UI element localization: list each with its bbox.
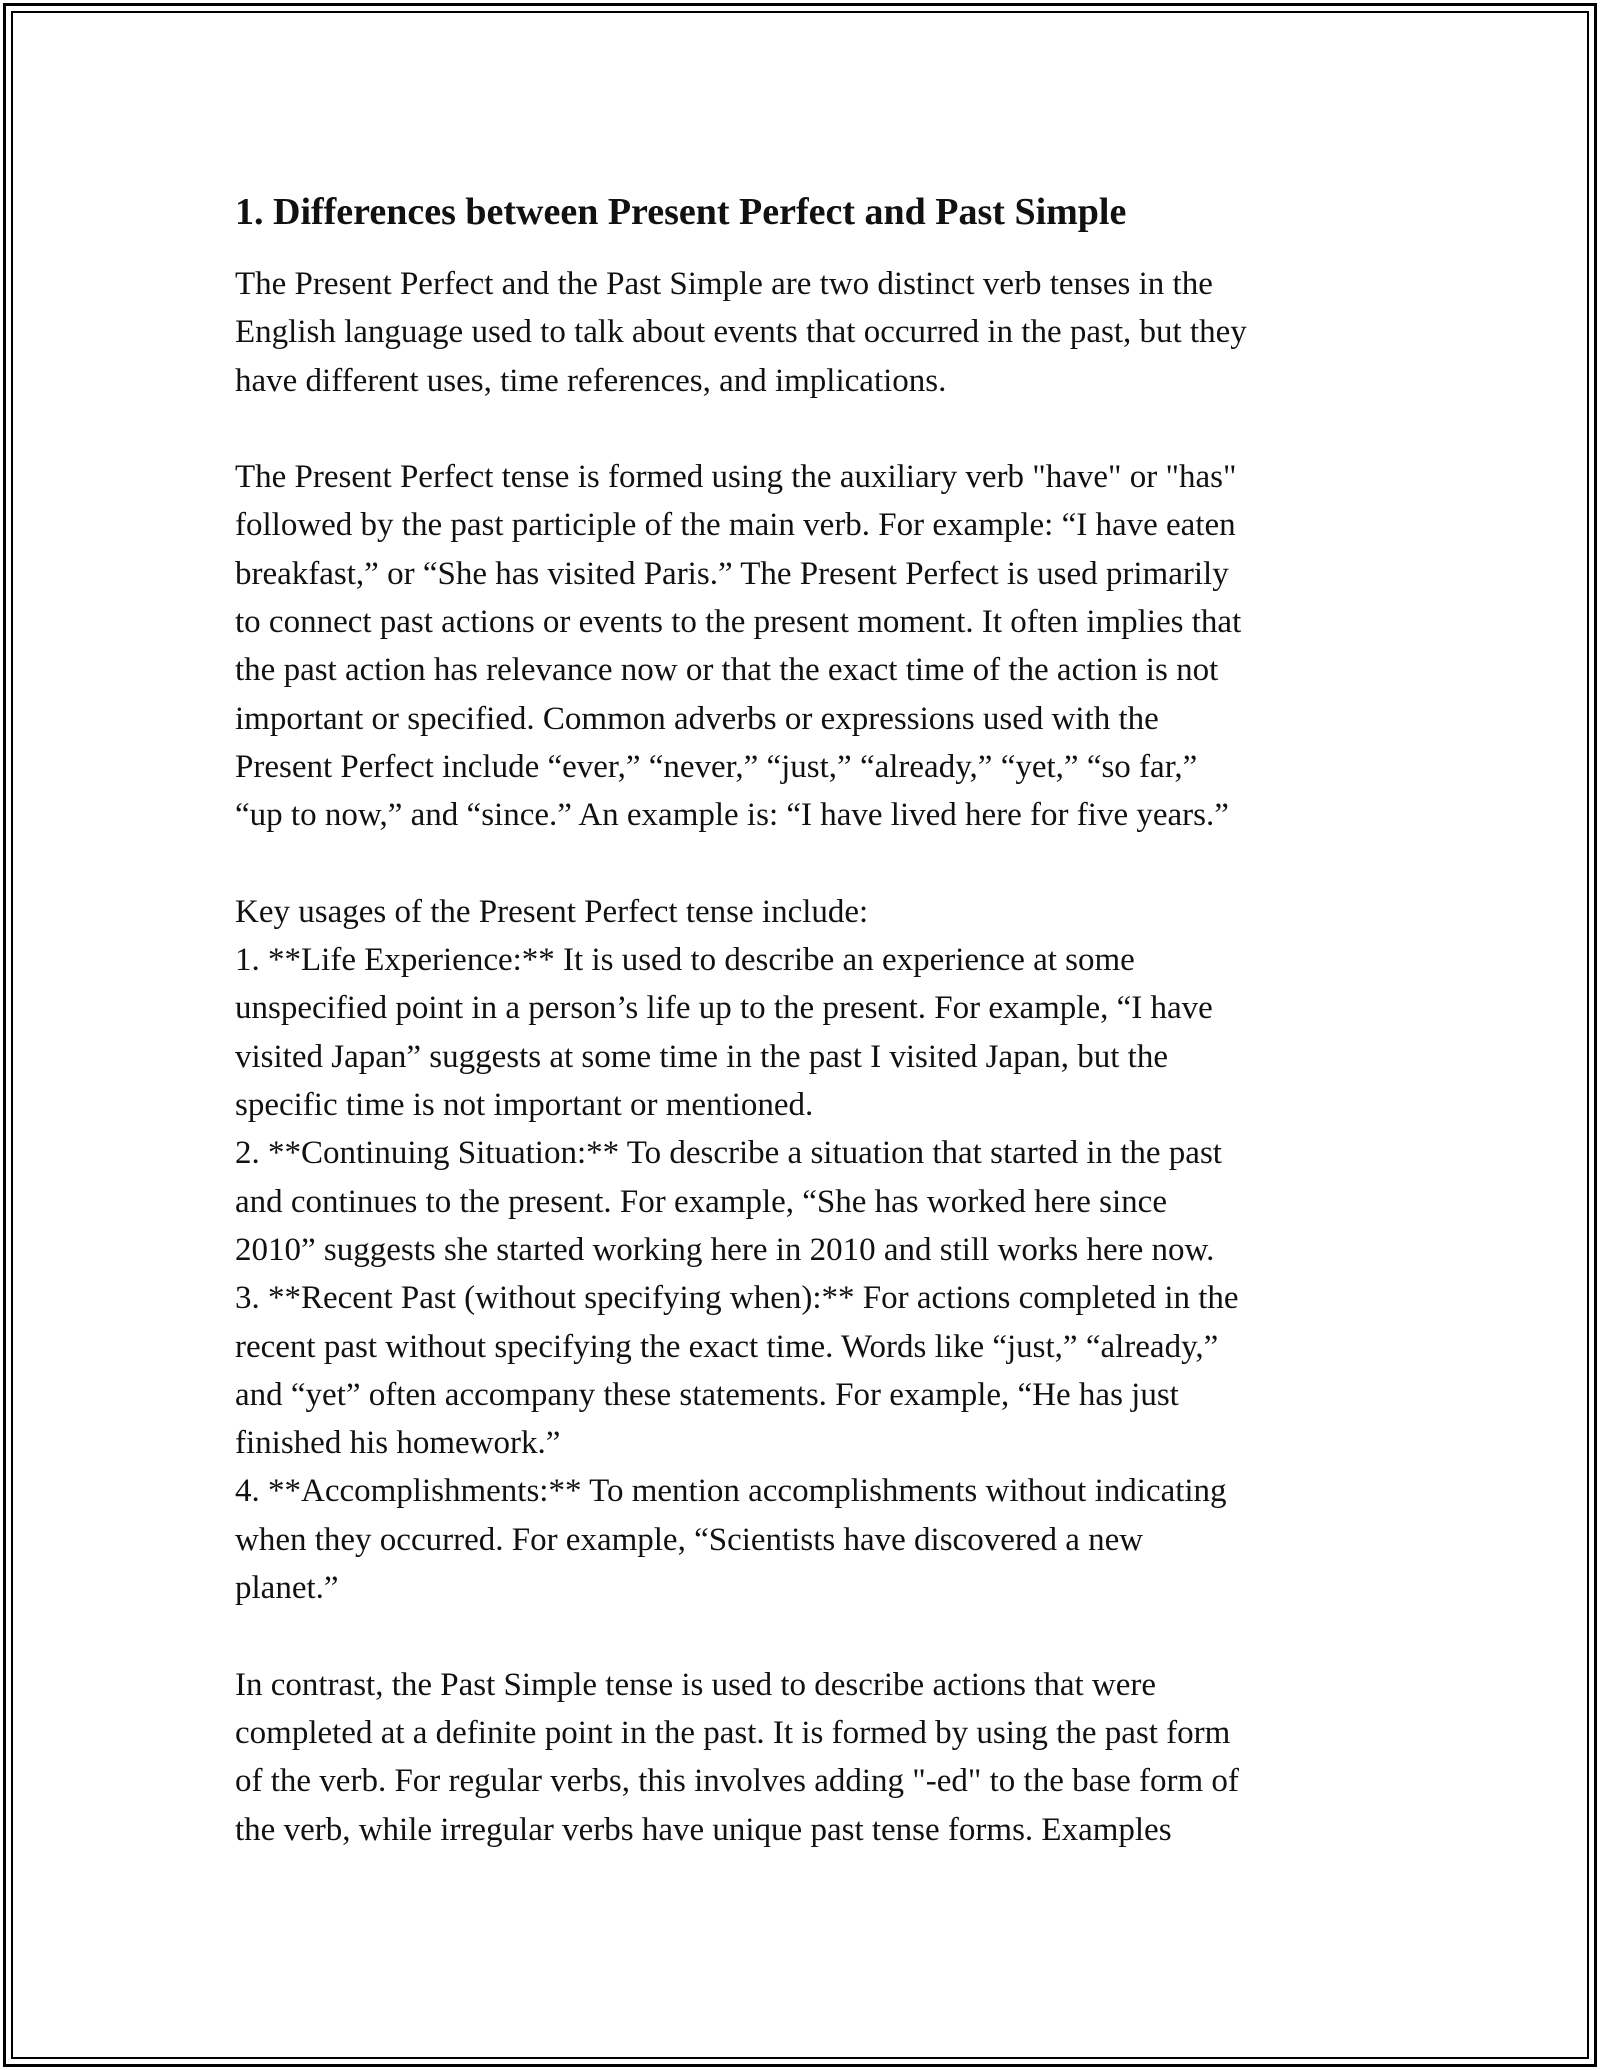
text-line: the past action has relevance now or that the exact time of the action is not xyxy=(235,652,1219,689)
text-line: completed at a definite point in the past. It is formed by using the past form xyxy=(235,1714,1231,1751)
paragraph xyxy=(235,888,1395,1612)
text-line: In contrast, the Past Simple tense is used to describe actions that were xyxy=(235,1666,1157,1703)
text-line: Present Perfect include “ever,” “never,” “just,” “already,” “yet,” “so far,” xyxy=(235,748,1198,785)
paragraph xyxy=(235,260,1395,405)
text-line: followed by the past participle of the main verb. For example: “I have eaten xyxy=(235,507,1236,544)
text-line: planet.” xyxy=(235,1570,339,1607)
text-line: when they occurred. For example, “Scientists have discovered a new xyxy=(235,1521,1144,1558)
text-line: of the verb. For regular verbs, this involves adding "-ed" to the base form of xyxy=(235,1763,1239,1800)
text-line: visited Japan” suggests at some time in the past I visited Japan, but the xyxy=(235,1038,1168,1075)
paragraph xyxy=(235,1661,1395,1854)
text-line: important or specified. Common adverbs or expressions used with the xyxy=(235,700,1159,737)
text-line: finished his homework.” xyxy=(235,1425,561,1462)
text-line: have different uses, time references, and implications. xyxy=(235,362,947,399)
text-line: 2010” suggests she started working here in 2010 and still works here now. xyxy=(235,1231,1215,1268)
text-line: and continues to the present. For example, “She has worked here since xyxy=(235,1183,1167,1220)
text-line: the verb, while irregular verbs have unique past tense forms. Examples xyxy=(235,1811,1172,1848)
document-title: 1. Differences between Present Perfect and Past Simple xyxy=(235,191,1127,233)
text-line: 1. **Life Experience:** It is used to describe an experience at some xyxy=(235,942,1135,979)
paragraph xyxy=(235,453,1395,839)
text-line: 4. **Accomplishments:** To mention accomplishments without indicating xyxy=(235,1473,1227,1510)
text-line: to connect past actions or events to the present moment. It often implies that xyxy=(235,604,1242,641)
document-body xyxy=(235,182,1395,1854)
text-line: and “yet” often accompany these statements. For example, “He has just xyxy=(235,1376,1179,1413)
text-line: specific time is not important or mentioned. xyxy=(235,1087,814,1124)
text-line: breakfast,” or “She has visited Paris.” The Present Perfect is used primarily xyxy=(235,555,1229,592)
paragraph-list xyxy=(235,260,1395,1854)
text-line: The Present Perfect tense is formed using the auxiliary verb "have" or "has" xyxy=(235,459,1237,496)
text-line: English language used to talk about events that occurred in the past, but they xyxy=(235,314,1247,351)
text-line: The Present Perfect and the Past Simple are two distinct verb tenses in the xyxy=(235,266,1213,302)
text-line: 2. **Continuing Situation:** To describe a situation that started in the past xyxy=(235,1135,1222,1172)
text-line: Key usages of the Present Perfect tense include: xyxy=(235,893,869,930)
text-line: unspecified point in a person’s life up to the present. For example, “I have xyxy=(235,990,1213,1027)
text-line: “up to now,” and “since.” An example is: “I have lived here for five years.” xyxy=(235,797,1229,834)
text-line: recent past without specifying the exact time. Words like “just,” “already,” xyxy=(235,1328,1219,1365)
text-line: 3. **Recent Past (without specifying when):** For actions completed in the xyxy=(235,1280,1239,1317)
